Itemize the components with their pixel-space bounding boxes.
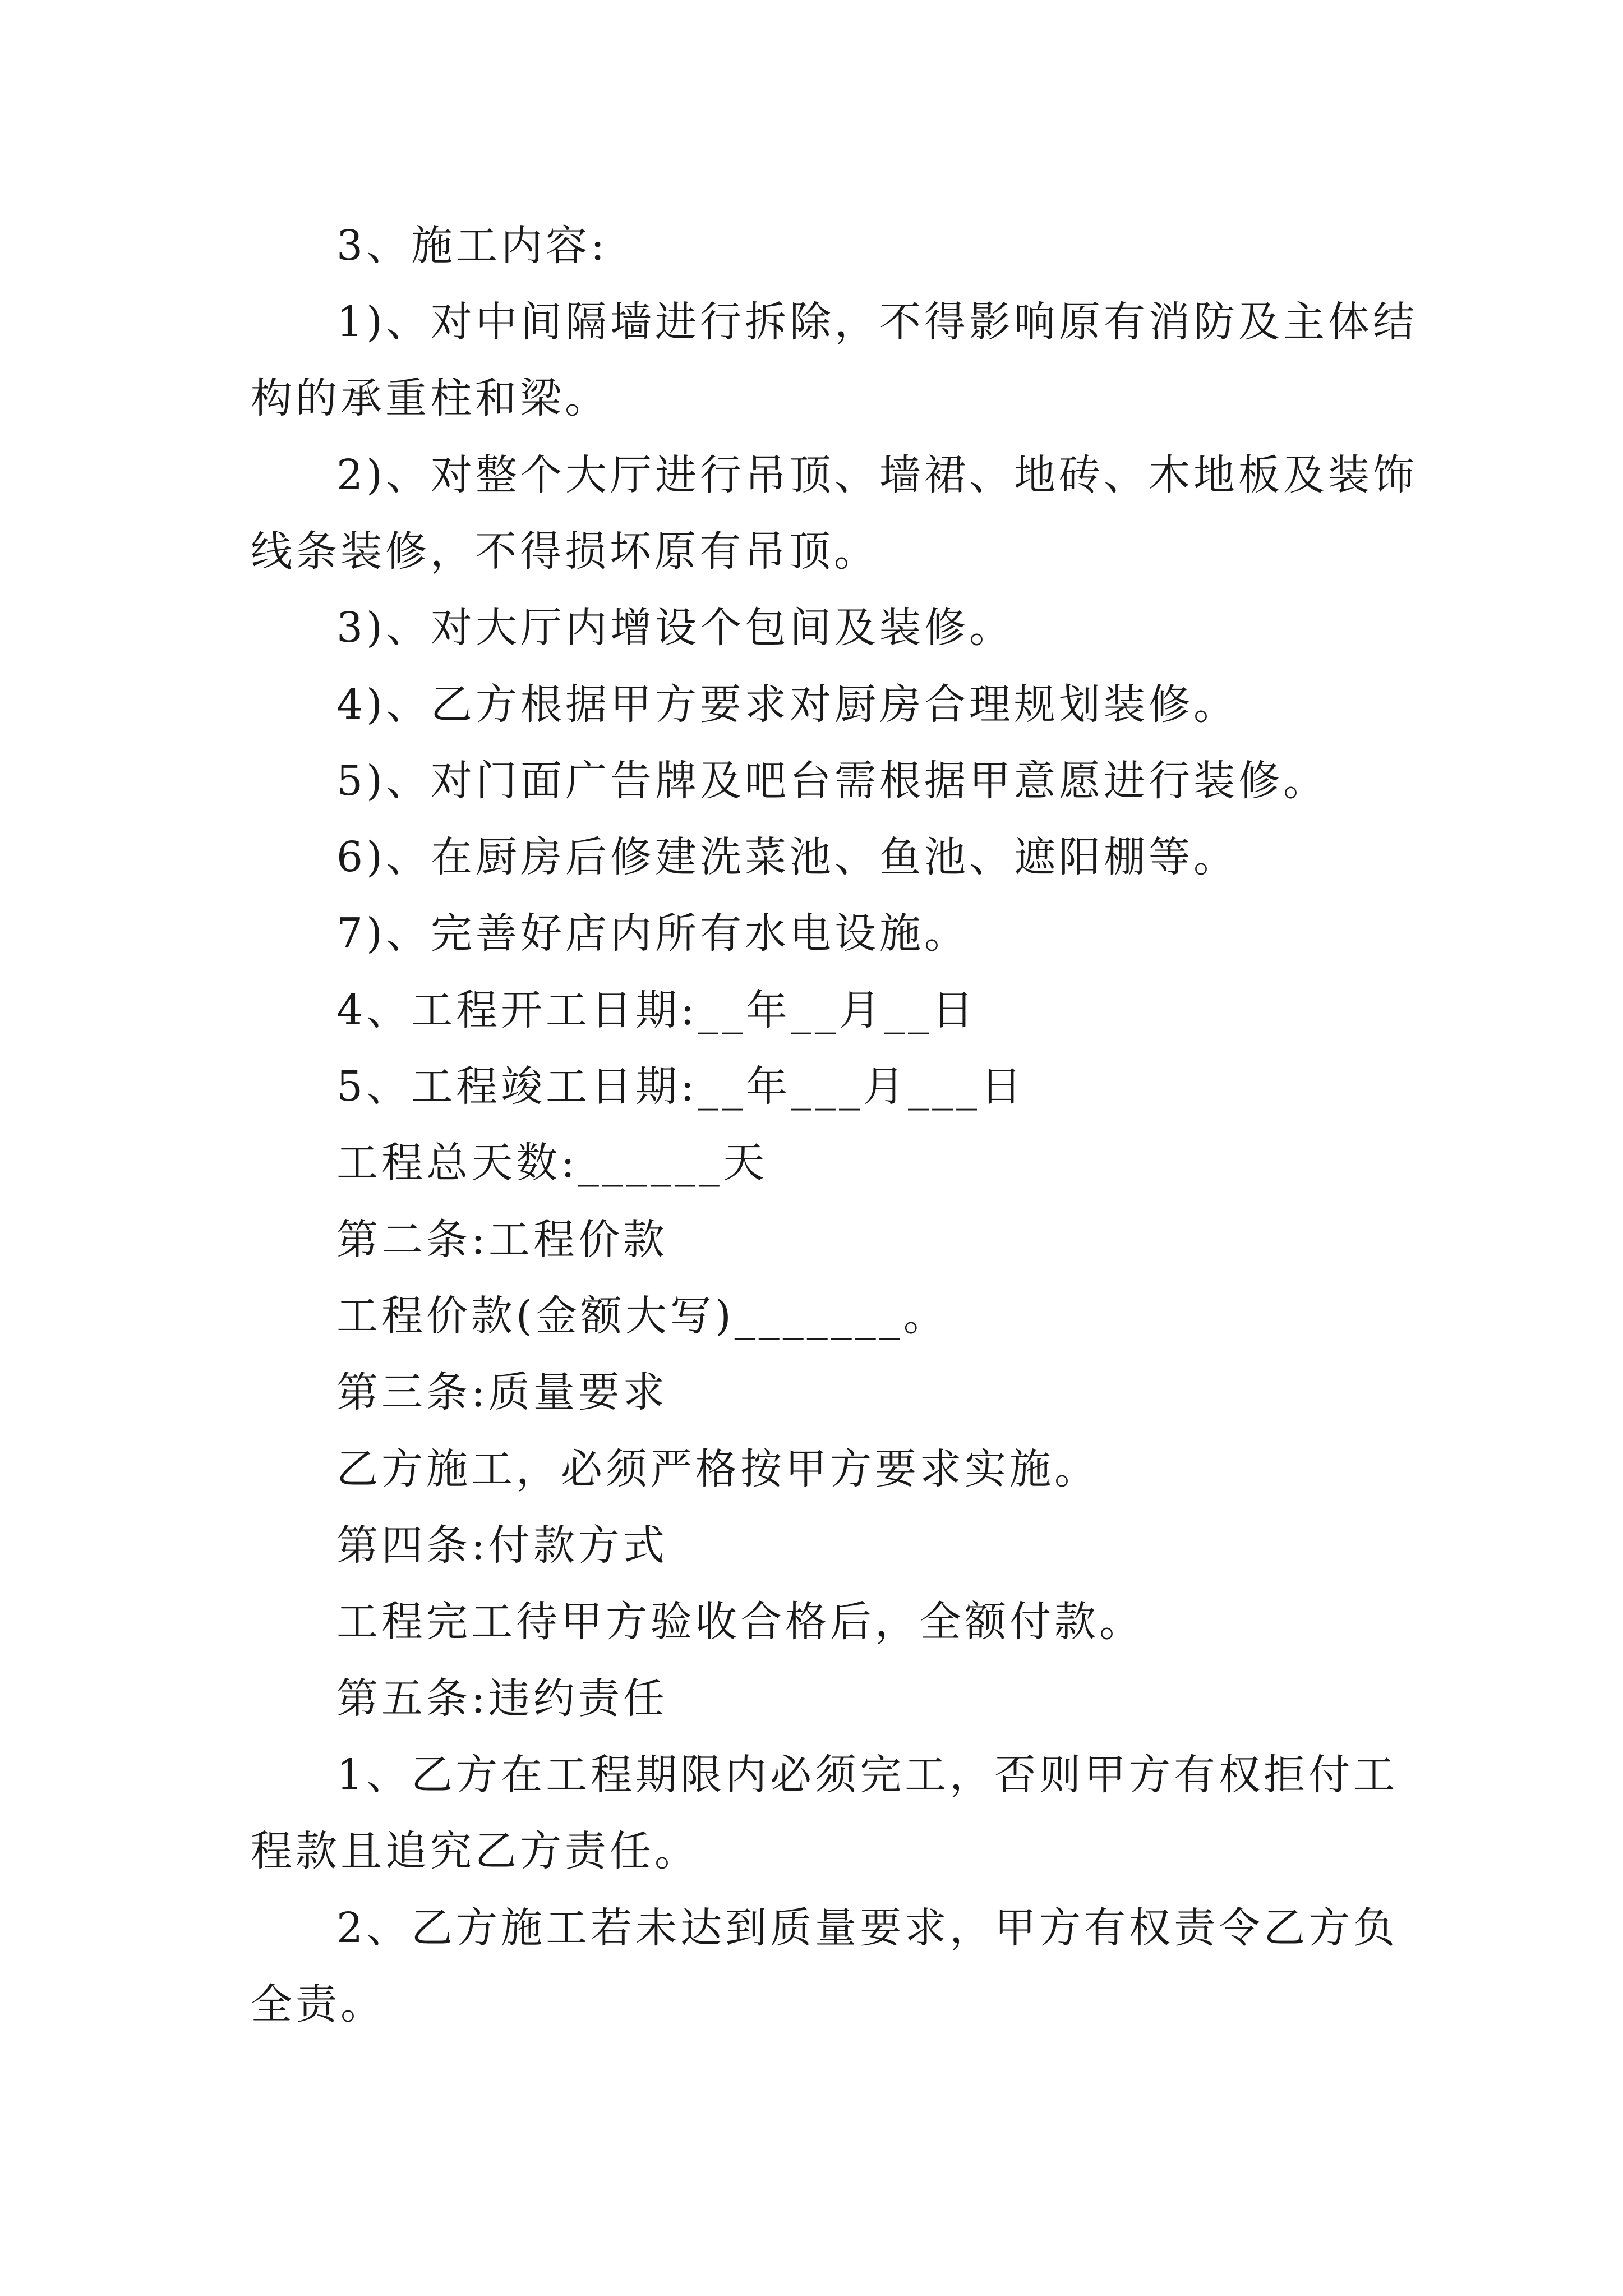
paragraph-line: 5)、对门面广告牌及吧台需根据甲意愿进行装修。 <box>336 757 1328 805</box>
article-heading: 第四条:付款方式 <box>336 1521 668 1570</box>
article-heading: 第二条:工程价款 <box>336 1216 668 1264</box>
price-line: 工程价款(金额大写)_______。 <box>336 1292 948 1340</box>
completion-date-line: 5、工程竣工日期:__年___月___日 <box>336 1062 1026 1111</box>
article-heading: 第三条:质量要求 <box>336 1368 668 1416</box>
paragraph-line: 1、乙方在工程期限内必须完工，否则甲方有权拒付工 <box>336 1751 1399 1799</box>
paragraph-line: 程款且追究乙方责任。 <box>251 1827 699 1875</box>
paragraph-line: 2)、对整个大厅进行吊顶、墙裙、地砖、木地板及装饰 <box>336 451 1418 499</box>
paragraph-line: 全责。 <box>251 1980 385 2028</box>
paragraph-line: 6)、在厨房后修建洗菜池、鱼池、遮阳棚等。 <box>336 833 1238 881</box>
paragraph-line: 7)、完善好店内所有水电设施。 <box>336 909 969 958</box>
article-heading: 第五条:违约责任 <box>336 1674 668 1723</box>
paragraph-line: 4)、乙方根据甲方要求对厨房合理规划装修。 <box>336 680 1238 729</box>
total-days-line: 工程总天数:______天 <box>336 1139 768 1187</box>
paragraph-line: 乙方施工，必须严格按甲方要求实施。 <box>336 1445 1099 1493</box>
paragraph-line: 工程完工待甲方验收合格后，全额付款。 <box>336 1598 1144 1646</box>
start-date-line: 4、工程开工日期:__年__月__日 <box>336 986 978 1034</box>
paragraph-line: 线条装修，不得损坏原有吊顶。 <box>251 527 879 576</box>
paragraph-line: 3)、对大厅内增设个包间及装修。 <box>336 604 1014 652</box>
paragraph-line: 2、乙方施工若未达到质量要求，甲方有权责令乙方负 <box>336 1904 1399 1952</box>
section-heading-construction-content: 3、施工内容: <box>336 222 608 270</box>
paragraph-line: 1)、对中间隔墙进行拆除，不得影响原有消防及主体结 <box>336 298 1418 346</box>
paragraph-line: 构的承重柱和梁。 <box>251 374 610 422</box>
